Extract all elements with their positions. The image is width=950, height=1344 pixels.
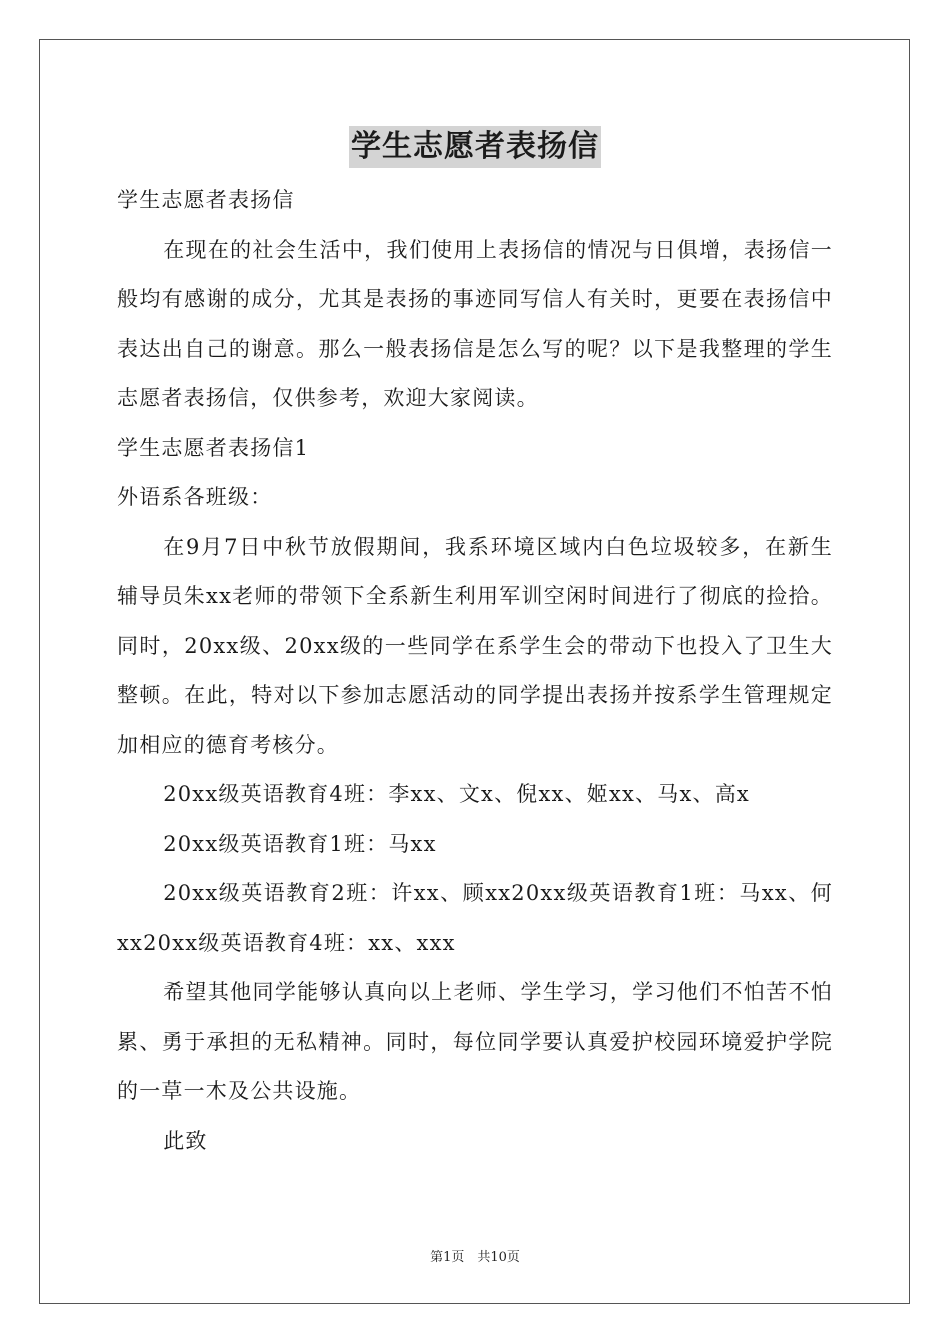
title-container [0, 126, 950, 168]
paragraph: 20xx级英语教育2班：许xx、顾xx20xx级英语教育1班：马xx、何xx20xx级英语教育4班：xx、xxx [117, 881, 833, 955]
paragraph: 学生志愿者表扬信1 [117, 435, 310, 460]
document-title: 学生志愿者表扬信 [349, 126, 601, 168]
paragraph: 在9月7日中秋节放假期间，我系环境区域内白色垃圾较多，在新生辅导员朱xx老师的带领下全系新生利用军训空闲时间进行了彻底的捡拾。同时，20xx级、20xx级的一些同学在系学生会的带动下也投入了卫生大整顿。在此，特对以下参加志愿活动的同学提出表扬并按系学生管理规定加相应的德育考核分。 [117, 534, 833, 757]
paragraph: 20xx级英语教育4班：李xx、文x、倪xx、姬xx、马x、高x [163, 782, 750, 806]
document-body [117, 176, 833, 1166]
paragraph: 在现在的社会生活中，我们使用上表扬信的情况与日俱增，表扬信一般均有感谢的成分，尤其是表扬的事迹同写信人有关时，更要在表扬信中表达出自己的谢意。那么一般表扬信是怎么写的呢？以下是我整理的学生志愿者表扬信，仅供参考，欢迎大家阅读。 [117, 237, 833, 410]
paragraph: 20xx级英语教育1班：马xx [163, 831, 437, 856]
paragraph: 希望其他同学能够认真向以上老师、学生学习，学习他们不怕苦不怕累、勇于承担的无私精神。同时，每位同学要认真爱护校园环境爱护学院的一草一木及公共设施。 [117, 980, 833, 1103]
paragraph: 学生志愿者表扬信 [117, 188, 295, 212]
paragraph: 此致 [163, 1128, 208, 1153]
page-footer: 第1页 共10页 [430, 1250, 520, 1265]
paragraph: 外语系各班级： [117, 485, 273, 509]
